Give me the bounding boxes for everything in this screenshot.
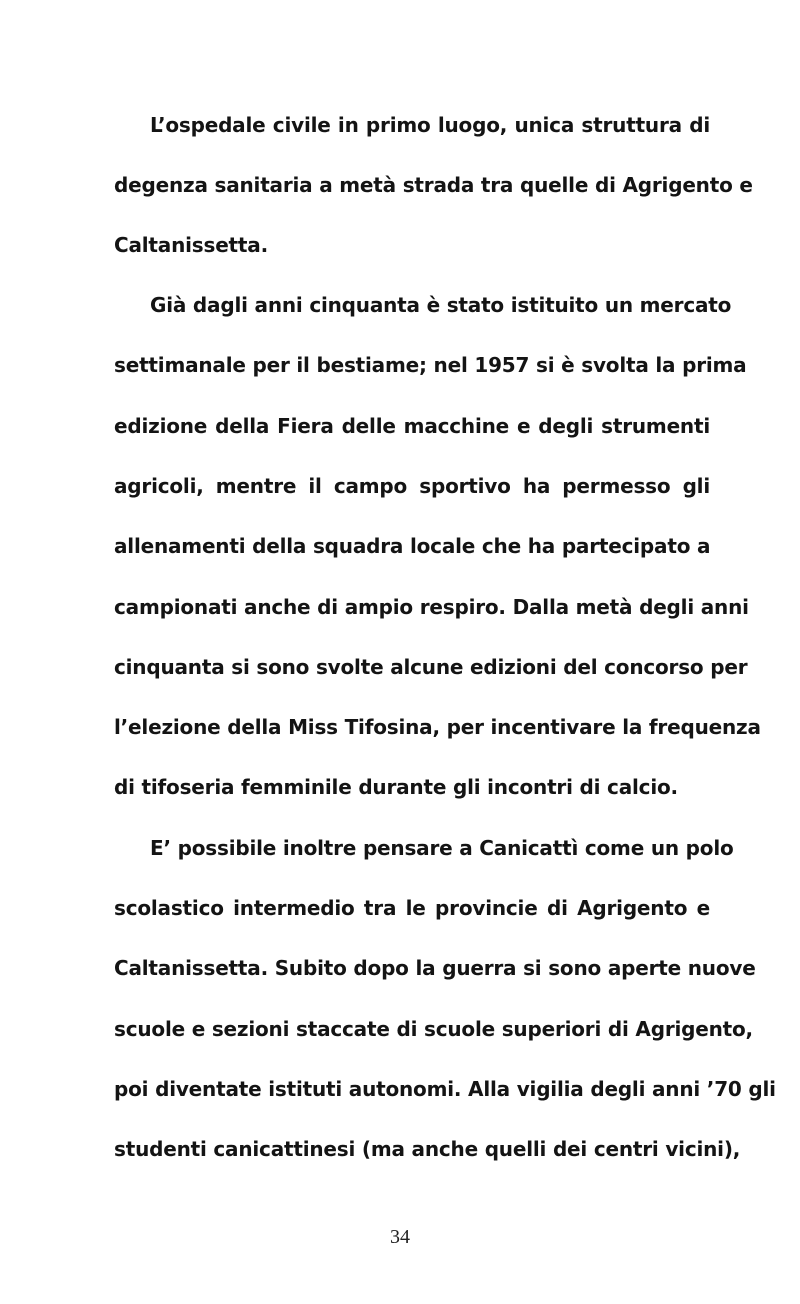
- text-line: studenti canicattinesi (ma anche quelli dei centri vicini),: [114, 1137, 741, 1161]
- text-line: E’ possibile inoltre pensare a Canicattì come un polo: [150, 836, 734, 860]
- text-line: cinquanta si sono svolte alcune edizioni del concorso per: [114, 655, 748, 679]
- page-number: 34: [390, 1226, 410, 1248]
- text-line: Già dagli anni cinquanta è stato istituito un mercato: [150, 293, 732, 317]
- text-line: agricoli, mentre il campo sportivo ha permesso gli: [114, 474, 710, 498]
- text-line: l’elezione della Miss Tifosina, per incentivare la frequenza: [114, 715, 761, 739]
- text-line: di tifoseria femminile durante gli incontri di calcio.: [114, 775, 678, 799]
- text-line: Caltanissetta. Subito dopo la guerra si sono aperte nuove: [114, 956, 756, 980]
- text-line: edizione della Fiera delle macchine e degli strumenti: [114, 414, 710, 438]
- text-line: degenza sanitaria a metà strada tra quelle di Agrigento e: [114, 173, 753, 197]
- text-line: allenamenti della squadra locale che ha partecipato a: [114, 534, 711, 558]
- text-line: poi diventate istituti autonomi. Alla vigilia degli anni ’70 gli: [114, 1077, 776, 1101]
- text-line: L’ospedale civile in primo luogo, unica struttura di: [150, 113, 710, 137]
- text-line: settimanale per il bestiame; nel 1957 si è svolta la prima: [114, 353, 747, 377]
- text-line: scolastico intermedio tra le provincie di Agrigento e: [114, 896, 710, 920]
- text-line: scuole e sezioni staccate di scuole superiori di Agrigento,: [114, 1017, 753, 1041]
- text-line: campionati anche di ampio respiro. Dalla metà degli anni: [114, 595, 749, 619]
- text-line: Caltanissetta.: [114, 233, 268, 257]
